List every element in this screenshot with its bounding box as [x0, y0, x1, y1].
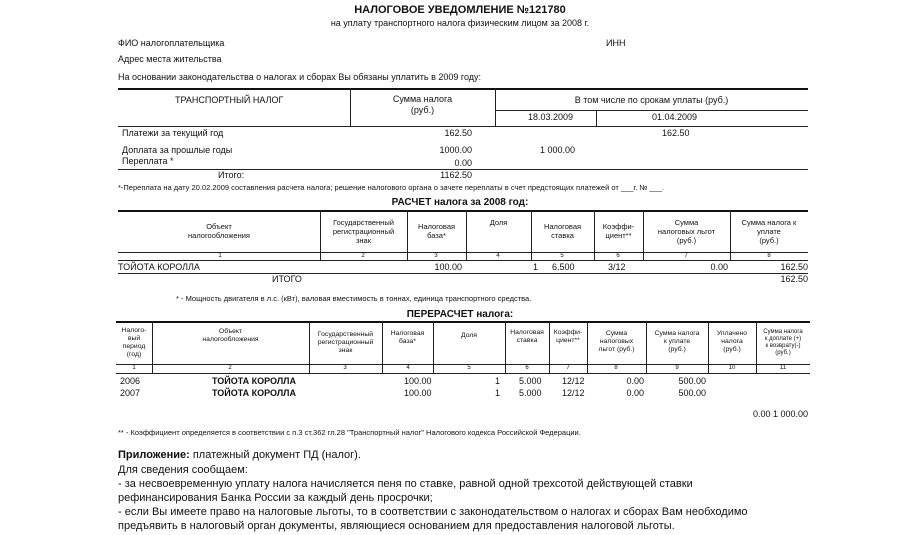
coef-footnote: ** - Коэффициент определяется в соответствии с п.3 ст.362 гл.28 "Транспортный налог" Налогового кодекса Российской Федерации.: [118, 428, 581, 437]
calc-h-benefit: Сумма налоговых льгот (руб.): [657, 217, 716, 245]
recalc-num-8: 8: [614, 365, 618, 371]
recalc-row2-coef: 12/12: [562, 388, 585, 398]
current-year-sum: 162.50: [444, 128, 472, 138]
past-years-label: Доплата за прошлые годы: [122, 145, 233, 155]
appendix-label: Приложение:: [118, 449, 190, 461]
calc-row-share: 1: [532, 262, 538, 272]
inn-label: ИНН: [606, 38, 626, 48]
recalc-row1-benefit: 0.00: [626, 376, 644, 386]
recalc-num-4: 4: [406, 365, 410, 371]
address-label: Адрес места жительства: [118, 54, 222, 64]
calc-h-share: Доля: [489, 217, 508, 227]
appendix-text: платежный документ ПД (налог).: [189, 449, 361, 461]
calc-row-rate: 6.500: [552, 262, 575, 272]
overpayment-sum: 0.00: [454, 158, 472, 168]
term-date-2: 01.04.2009: [652, 112, 698, 122]
recalc-row2-rate: 5.000: [519, 388, 542, 398]
recalc-h-coef: Коэффи- циент**: [553, 329, 583, 344]
current-year-label: Платежи за текущий год: [122, 128, 224, 138]
notice-subtitle: на уплату транспортного налога физическим лицом за 2008 г.: [330, 18, 590, 28]
recalc-title: ПЕРЕРАСЧЕТ налога:: [406, 309, 514, 320]
recalc-row2-share: 1: [494, 388, 500, 398]
benefit-line-2: предъявить в налоговый орган документы, являющиеся основанием для предоставления налоговой льготы.: [118, 520, 675, 532]
info-label: Для сведения сообщаем:: [118, 464, 248, 476]
penalty-line-2: рефинансирования Банка России за каждый день просрочки;: [118, 492, 433, 504]
recalc-h-tax: Сумма налога к уплате (руб.): [654, 330, 700, 353]
calc-total-value: 162.50: [780, 274, 808, 284]
terms-header: В том числе по срокам уплаты (руб.): [574, 94, 729, 105]
recalc-num-1: 1: [132, 365, 136, 371]
basis-text: На основании законодательства о налогах и сборах Вы обязаны уплатить в 2009 году:: [118, 72, 482, 82]
recalc-num-7: 7: [566, 365, 570, 371]
recalc-row2-year: 2007: [120, 388, 141, 398]
recalc-num-3: 3: [343, 365, 347, 371]
total-label: Итого:: [218, 170, 245, 180]
recalc-num-9: 9: [675, 365, 679, 371]
calc-h-coef: Коэффи- циент**: [602, 222, 635, 240]
calc-row-tax: 162.50: [780, 262, 808, 272]
calc-h-plate: Государственный регистрационный знак: [332, 217, 395, 245]
recalc-row2-base: 100.00: [404, 388, 432, 398]
past-years-d1: 1 000.00: [540, 145, 576, 155]
fio-label: ФИО налогоплательщика: [118, 38, 225, 48]
calc-h-rate: Налоговая ставка: [543, 222, 582, 240]
recalc-h-share: Доля: [461, 332, 477, 339]
calc-h-object: Объект налогообложения: [188, 222, 250, 240]
calc-title: РАСЧЕТ налога за 2008 год:: [391, 197, 529, 208]
transport-tax-header: ТРАНСПОРТНЫЙ НАЛОГ: [175, 95, 284, 105]
recalc-row1-coef: 12/12: [562, 376, 585, 386]
calc-num-7: 7: [684, 253, 688, 259]
recalc-h-period: Налого- вый период (год): [121, 327, 147, 358]
appendix-line: [118, 449, 361, 461]
recalc-row1-object: ТОЙОТА КОРОЛЛА: [212, 376, 296, 386]
calc-num-2: 2: [361, 253, 365, 259]
recalc-num-2: 2: [228, 365, 232, 371]
calc-h-base: Налоговая база*: [417, 222, 456, 240]
calc-row-coef: 3/12: [608, 262, 626, 272]
penalty-line-1: - за несвоевременную уплату налога начисляется пеня по ставке, равной одной трехсотой действующей ставки: [118, 478, 693, 490]
recalc-num-11: 11: [779, 365, 787, 371]
past-years-sum: 1000.00: [439, 145, 472, 155]
recalc-row1-tax: 500.00: [678, 376, 706, 386]
calc-row-benefit: 0.00: [710, 262, 728, 272]
recalc-h-plate: Государственный регистрационный знак: [317, 331, 374, 354]
recalc-h-diff: Сумма налога к доплате (+) к возврату(-) (руб.): [763, 329, 803, 356]
recalc-h-object: Объект налогообложения: [202, 328, 259, 343]
calc-num-5: 5: [560, 253, 564, 259]
power-footnote: * - Мощность двигателя в л.с. (кВт), валовая вместимость в тоннах, единица транспортного средства.: [176, 294, 532, 303]
current-year-d2: 162.50: [662, 128, 690, 138]
benefit-line-1: - если Вы имеете право на налоговые льготы, то в соответствии с законодательством о налогах и сборах Вам необходимо: [118, 506, 748, 518]
total-sum: 1162.50: [440, 170, 472, 180]
recalc-row1-year: 2006: [120, 376, 141, 386]
recalc-row2-tax: 500.00: [678, 388, 706, 398]
calc-num-8: 8: [767, 253, 771, 259]
overpayment-footnote: *-Переплата на дату 20.02.2009 составления расчета налога; решение налогового органа о зачете переплаты в счет предстоящих платежей от ___г. № ___.: [118, 183, 665, 192]
recalc-row1-share: 1: [494, 376, 500, 386]
calc-total-label: ИТОГО: [272, 274, 302, 284]
recalc-num-10: 10: [728, 365, 736, 371]
calc-row-object: ТОЙОТА КОРОЛЛА: [118, 262, 200, 272]
term-date-1: 18.03.2009: [528, 112, 574, 122]
recalc-h-base: Налоговая база*: [390, 330, 425, 345]
recalc-row1-base: 100.00: [404, 376, 432, 386]
overpayment-label: Переплата *: [122, 156, 174, 166]
recalc-num-6: 6: [525, 365, 529, 371]
calc-row-base: 100.00: [434, 262, 462, 272]
recalc-h-paid: Уплачено налога (руб.): [716, 330, 748, 353]
recalc-row1-rate: 5.000: [519, 376, 542, 386]
calc-num-3: 3: [434, 253, 438, 259]
recalc-totals: 0.00 1 000.00: [752, 409, 808, 419]
recalc-row2-benefit: 0.00: [626, 388, 644, 398]
tax-sum-header: Сумма налога (руб.): [392, 94, 453, 115]
recalc-row2-object: ТОЙОТА КОРОЛЛА: [212, 388, 296, 398]
recalc-num-5: 5: [467, 365, 471, 371]
calc-num-6: 6: [616, 253, 620, 259]
recalc-h-rate: Налоговая ставка: [510, 329, 544, 344]
notice-title: НАЛОГОВОЕ УВЕДОМЛЕНИЕ №121780: [354, 4, 566, 16]
calc-num-4: 4: [496, 253, 500, 259]
calc-h-tax: Сумма налога к уплате (руб.): [741, 217, 797, 245]
recalc-h-benefit: Сумма налоговых льгот (руб.): [598, 330, 635, 353]
calc-num-1: 1: [218, 253, 222, 259]
